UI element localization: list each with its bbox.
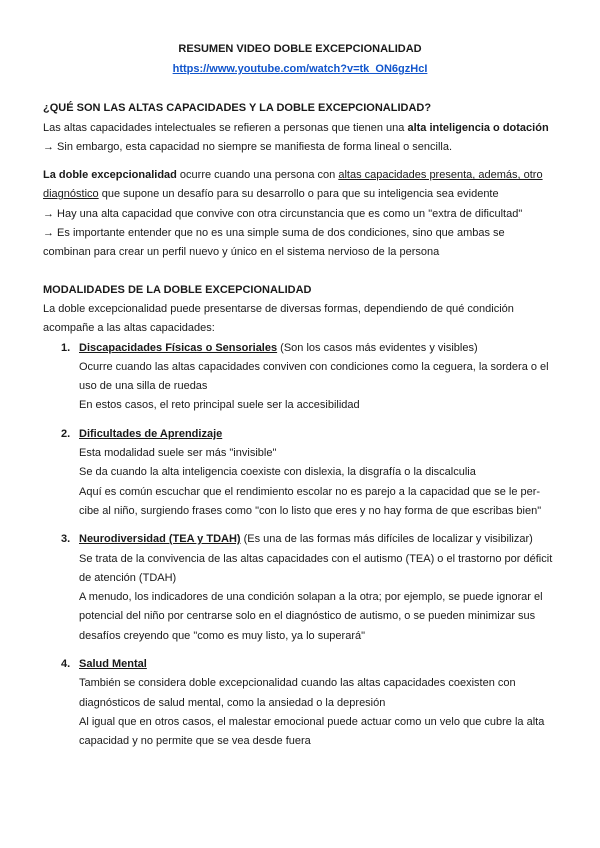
list-number: 1. bbox=[61, 342, 71, 354]
section-heading: MODALIDADES DE LA DOBLE EXCEPCIONALIDAD bbox=[43, 284, 312, 296]
list-item-line: diagnósticos de salud mental, como la ansiedad o la depresión bbox=[79, 697, 386, 709]
paragraph-line: → Es importante entender que no es una simple suma de dos condiciones, sino que ambas se bbox=[43, 227, 505, 239]
list-item-title bbox=[79, 657, 559, 671]
list-item-line: Esta modalidad suele ser más "invisible" bbox=[79, 447, 277, 459]
list-item-line: potencial del niño por centrarse solo en el diagnóstico de autismo, o se pueden minimizar sus bbox=[79, 610, 536, 622]
paragraph-line bbox=[43, 187, 563, 201]
paragraph-line: La doble excepcionalidad puede presentarse de diversas formas, dependiendo de qué condición bbox=[43, 303, 514, 315]
list-item-line: En estos casos, el reto principal suele ser la accesibilidad bbox=[79, 399, 360, 411]
bold-underlined-text: Discapacidades Físicas o Sensoriales bbox=[79, 342, 278, 354]
list-item-line: de atención (TDAH) bbox=[79, 572, 177, 584]
list-item-line: desafíos creyendo que "como es muy listo, ya lo superará" bbox=[79, 630, 366, 642]
list-item-line: capacidad y no permite que se vea desde fuera bbox=[79, 735, 311, 747]
list-item-line: uso de una silla de ruedas bbox=[79, 380, 208, 392]
list-item-line: A menudo, los indicadores de una condición solapan a la otra; por ejemplo, se puede ignorar el bbox=[79, 591, 543, 603]
text-run: ocurre cuando una persona con bbox=[176, 169, 339, 181]
text-run: que supone un desafío para su desarrollo o para que su inteligencia sea evidente bbox=[98, 188, 499, 200]
list-item-line: También se considera doble excepcionalidad cuando las altas capacidades coexisten con bbox=[79, 677, 516, 689]
bold-underlined-text: Neurodiversidad (TEA y TDAH) bbox=[79, 533, 241, 545]
bold-underlined-text: Dificultades de Aprendizaje bbox=[79, 428, 223, 440]
text-run: (Son los casos más evidentes y visibles) bbox=[277, 342, 478, 354]
list-item-title bbox=[79, 532, 559, 546]
list-number: 3. bbox=[61, 533, 71, 545]
list-item-title bbox=[79, 341, 559, 355]
video-link[interactable]: https://www.youtube.com/watch?v=tk_ON6gzHcI bbox=[172, 63, 428, 75]
list-item-line: cibe al niño, surgiendo frases como "con lo listo que eres y no hay forma de que escribas bien" bbox=[79, 505, 542, 517]
list-item-title bbox=[79, 427, 559, 441]
paragraph-line bbox=[43, 168, 563, 182]
list-item-line: Se trata de la convivencia de las altas capacidades con el autismo (TEA) o el trastorno por déficit bbox=[79, 553, 553, 565]
section-heading: ¿QUÉ SON LAS ALTAS CAPACIDADES Y LA DOBLE EXCEPCIONALIDAD? bbox=[43, 102, 432, 114]
doc-title: RESUMEN VIDEO DOBLE EXCEPCIONALIDAD bbox=[178, 43, 422, 55]
list-item-line: Aquí es común escuchar que el rendimiento escolar no es parejo a la capacidad que se le per- bbox=[79, 486, 541, 498]
list-item-line: Al igual que en otros casos, el malestar emocional puede actuar como un velo que cubre la alta bbox=[79, 716, 545, 728]
list-item-line: Se da cuando la alta inteligencia coexiste con dislexia, la disgrafía o la discalculia bbox=[79, 466, 476, 478]
paragraph-line: → Hay una alta capacidad que convive con otra circunstancia que es como un "extra de dificultad" bbox=[43, 208, 523, 220]
list-item-line: Ocurre cuando las altas capacidades conviven con condiciones como la ceguera, la sordera o el bbox=[79, 361, 549, 373]
underlined-text: diagnóstico bbox=[43, 188, 99, 200]
bold-text: La doble excepcionalidad bbox=[43, 169, 177, 181]
list-number: 2. bbox=[61, 428, 71, 440]
bold-underlined-text: Salud Mental bbox=[79, 658, 147, 670]
list-number: 4. bbox=[61, 658, 71, 670]
text-run: (Es una de las formas más difíciles de localizar y visibilizar) bbox=[240, 533, 533, 545]
underlined-text: altas capacidades presenta, además, otro bbox=[338, 169, 543, 181]
paragraph-line bbox=[43, 121, 563, 135]
paragraph-line: acompañe a las altas capacidades: bbox=[43, 322, 215, 334]
paragraph-line: combinan para crear un perfil nuevo y único en el sistema nervioso de la persona bbox=[43, 246, 440, 258]
paragraph-line: → Sin embargo, esta capacidad no siempre se manifiesta de forma lineal o sencilla. bbox=[43, 141, 453, 153]
bold-text: alta inteligencia o dotación bbox=[407, 122, 549, 134]
text-run: Las altas capacidades intelectuales se refieren a personas que tienen una bbox=[43, 122, 408, 134]
